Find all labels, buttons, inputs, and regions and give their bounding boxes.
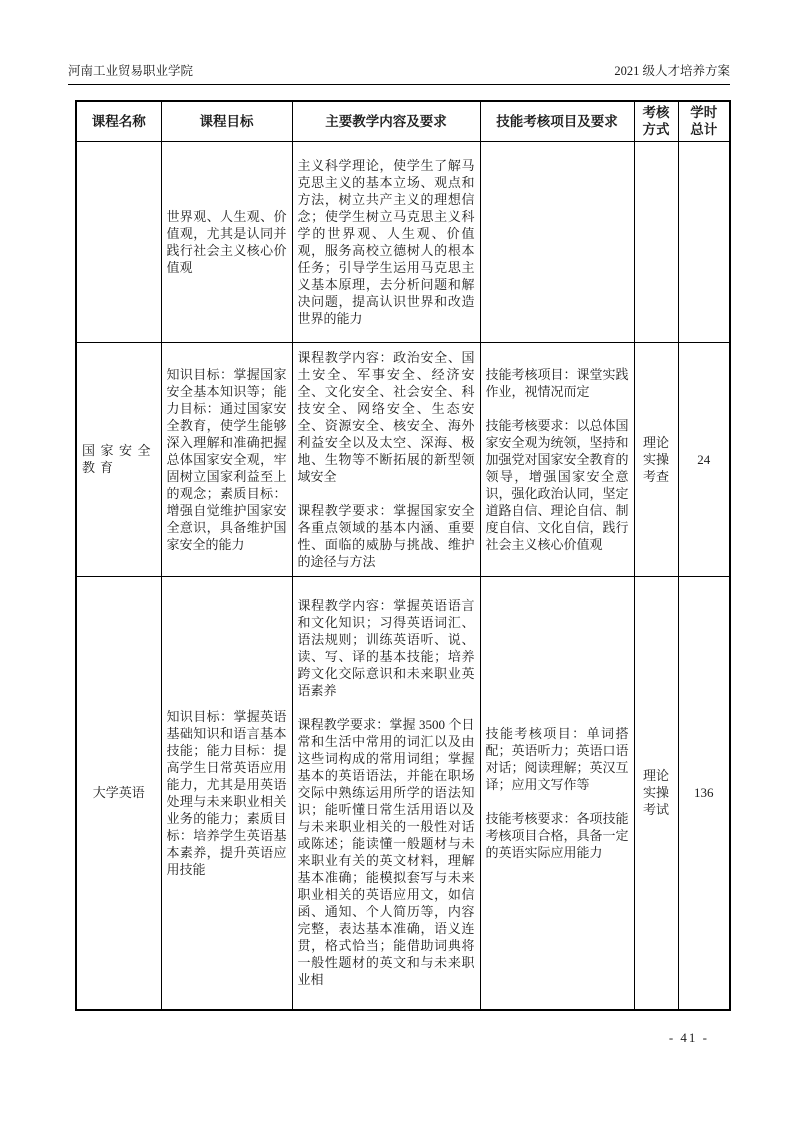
objectives-cell: 知识目标：掌握英语基础知识和语言基本技能；能力目标：提高学生日常英语应用能力，尤其是用英语处理与未来职业相关业务的能力；素质目标：培养学生英语基本素养，提升英语应用技能 <box>161 576 292 1010</box>
page-number: - 41 - <box>668 1030 709 1045</box>
assessment-cell <box>480 141 634 342</box>
table-row <box>76 342 730 576</box>
method-cell: 理论 实操 考试 <box>634 576 678 1010</box>
hours-cell <box>678 141 730 342</box>
col-header-objectives: 课程目标 <box>161 101 292 141</box>
col-header-assessment: 技能考核项目及要求 <box>480 101 634 141</box>
col-header-course-name: 课程名称 <box>76 101 161 141</box>
table-row <box>76 141 730 342</box>
plan-title: 2021 级人才培养方案 <box>614 64 730 78</box>
content-cell: 课程教学内容：掌握英语语言和文化知识；习得英语词汇、语法规则；训练英语听、说、读、写、译的基本技能；培养跨文化交际意识和未来职业英语素养 课程教学要求：掌握 3500 个日常和生活中常用的词汇以及由这些词构成的常用词组；掌握基本的英语语法，并能在职场交际中熟练运用所学的语法知识；能听懂日常生活用语以及与未来职业相关的一般性对话或陈述；能读懂一般题材与未来职业有关的英文材料，理解基本准确；能模拟套写与未来职业相关的英语应用文，如信函、通知、个人简历等，内容完整，表达基本准确，语义连贯，格式恰当；能借助词典将一般性题材的英文和与未来职业相 <box>292 576 480 1010</box>
content-cell: 课程教学内容：政治安全、国土安全、军事安全、经济安全、文化安全、社会安全、科技安全、网络安全、生态安全、资源安全、核安全、海外利益安全以及太空、深海、极地、生物等不断拓展的新型领域安全 课程教学要求：掌握国家安全各重点领域的基本内涵、重要性、面临的威胁与挑战、维护的途径与方法 <box>292 342 480 576</box>
running-head <box>68 63 730 85</box>
method-cell <box>634 141 678 342</box>
course-name-cell <box>76 141 161 342</box>
table-row <box>76 576 730 1010</box>
school-name: 河南工业贸易职业学院 <box>68 64 194 78</box>
objectives-cell: 知识目标：掌握国家安全基本知识等；能力目标：通过国家安全教育，使学生能够深入理解和准确把握总体国家安全观，牢固树立国家利益至上的观念；素质目标：增强自觉维护国家安全意识，具备维护国家安全的能力 <box>161 342 292 576</box>
hours-cell: 24 <box>678 342 730 576</box>
method-cell: 理论 实操 考查 <box>634 342 678 576</box>
course-name-cell: 国家安全教育 <box>76 342 161 576</box>
col-header-content: 主要教学内容及要求 <box>292 101 480 141</box>
objectives-cell: 世界观、人生观、价值观，尤其是认同并践行社会主义核心价值观 <box>161 141 292 342</box>
course-name-cell: 大学英语 <box>76 576 161 1010</box>
table-header-row <box>76 101 730 141</box>
assessment-cell: 技能考核项目：单词搭配；英语听力；英语口语对话；阅读理解；英汉互译；应用文写作等 技能考核要求：各项技能考核项目合格，具备一定的英语实际应用能力 <box>480 576 634 1010</box>
col-header-method: 考核 方式 <box>634 101 678 141</box>
hours-cell: 136 <box>678 576 730 1010</box>
course-table <box>75 100 731 1011</box>
col-header-hours: 学时 总计 <box>678 101 730 141</box>
assessment-cell: 技能考核项目：课堂实践作业，视情况而定 技能考核要求：以总体国家安全观为统领，坚持和加强党对国家安全教育的领导，增强国家安全意识，强化政治认同，坚定道路自信、理论自信、制度自信、文化自信，践行社会主义核心价值观 <box>480 342 634 576</box>
content-cell: 主义科学理论，使学生了解马克思主义的基本立场、观点和方法，树立共产主义的理想信念；使学生树立马克思主义科学的世界观、人生观、价值观，服务高校立德树人的根本任务；引导学生运用马克思主义基本原理，去分析问题和解决问题，提高认识世界和改造世界的能力 <box>292 141 480 342</box>
